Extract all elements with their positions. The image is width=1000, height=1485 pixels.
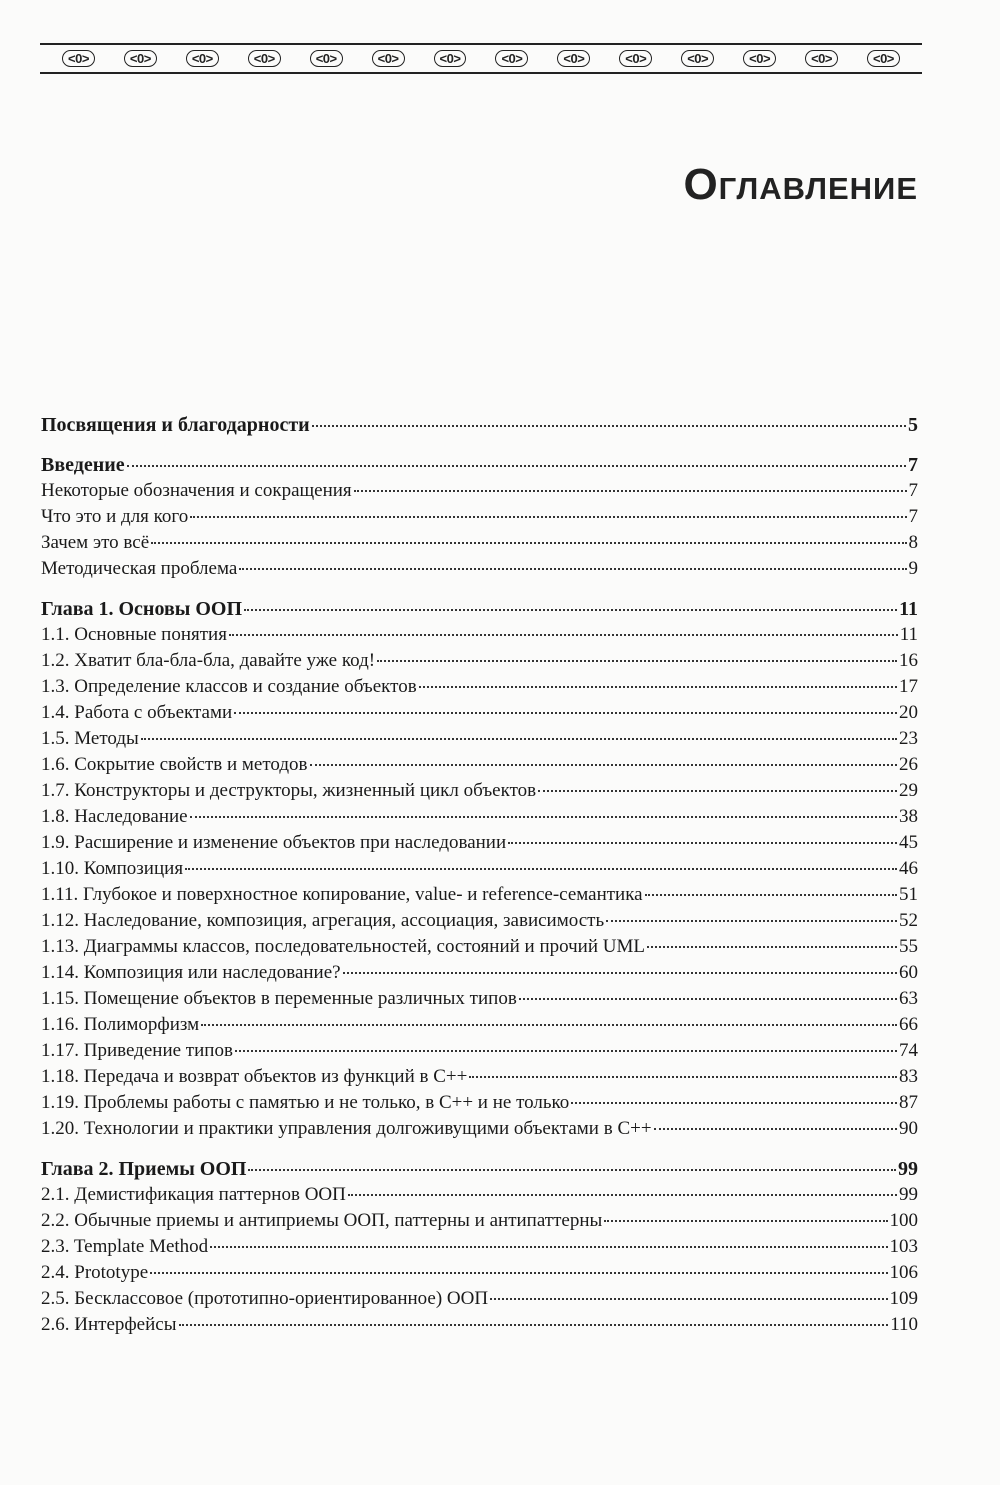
toc-entry-page: 66: [899, 1014, 918, 1035]
toc-entry-label: 1.4. Работа с объектами: [41, 702, 233, 723]
toc-entry-label: 1.15. Помещение объектов в переменные различных типов: [41, 988, 517, 1009]
toc-entry[interactable]: [41, 856, 918, 882]
toc-entry[interactable]: [41, 726, 918, 752]
dot-leader: [239, 568, 906, 570]
toc-entry[interactable]: [41, 1208, 918, 1234]
dot-leader: [229, 634, 898, 636]
toc-entry[interactable]: [41, 960, 918, 986]
toc-entry-label: Зачем это всё: [41, 532, 150, 553]
toc-entry-page: 8: [908, 532, 918, 553]
toc-entry-label: 1.13. Диаграммы классов, последовательностей, состояний и прочий UML: [41, 936, 645, 957]
toc-entry-label: 1.9. Расширение и изменение объектов при наследовании: [41, 832, 507, 853]
toc-entry-label: Введение: [41, 454, 125, 476]
toc-entry[interactable]: [41, 778, 918, 804]
toc-entry-label: Глава 2. Приемы ООП: [41, 1158, 247, 1180]
toc-entry-page: 45: [899, 832, 918, 853]
toc-entry-label: 1.2. Хватит бла-бла-бла, давайте уже код!: [41, 650, 376, 671]
dot-leader: [571, 1102, 897, 1104]
ornament-icon: <0>: [681, 50, 714, 67]
toc-entry[interactable]: [41, 1064, 918, 1090]
dot-leader: [348, 1194, 897, 1196]
table-of-contents: [41, 412, 918, 1352]
ornament-icon: <0>: [310, 50, 343, 67]
toc-entry-label: 1.10. Композиция: [41, 858, 184, 879]
toc-entry[interactable]: [41, 830, 918, 856]
toc-section: [41, 412, 918, 438]
dot-leader: [377, 660, 897, 662]
toc-entry[interactable]: [41, 1312, 918, 1338]
ornament-icon: <0>: [248, 50, 281, 67]
toc-entry-page: 109: [889, 1288, 918, 1309]
toc-entry-page: 87: [899, 1092, 918, 1113]
dot-leader: [538, 790, 897, 792]
toc-entry-page: 7: [908, 454, 918, 476]
toc-entry-label: 1.3. Определение классов и создание объектов: [41, 676, 417, 697]
toc-entry-label: 2.1. Демистификация паттернов ООП: [41, 1184, 346, 1205]
toc-entry-label: 1.17. Приведение типов: [41, 1040, 233, 1061]
toc-entry-label: 1.11. Глубокое и поверхностное копирование, value- и reference-семантика: [41, 884, 643, 905]
toc-entry[interactable]: [41, 1090, 918, 1116]
toc-entry[interactable]: [41, 1012, 918, 1038]
toc-entry-label: 1.7. Конструкторы и деструкторы, жизненный цикл объектов: [41, 780, 537, 801]
toc-entry[interactable]: [41, 1038, 918, 1064]
dot-leader: [343, 972, 897, 974]
dot-leader: [151, 542, 906, 544]
toc-entry[interactable]: [41, 674, 918, 700]
toc-entry[interactable]: [41, 530, 918, 556]
toc-entry-label: 1.5. Методы: [41, 728, 139, 749]
ornament-icon: <0>: [372, 50, 405, 67]
toc-entry[interactable]: [41, 700, 918, 726]
dot-leader: [201, 1024, 897, 1026]
toc-entry[interactable]: [41, 1286, 918, 1312]
toc-section: [41, 1156, 918, 1338]
toc-entry-page: 11: [899, 624, 918, 645]
toc-entry-label: 1.16. Полиморфизм: [41, 1014, 200, 1035]
toc-entry[interactable]: [41, 752, 918, 778]
dot-leader: [647, 946, 897, 948]
toc-entry-label: Что это и для кого: [41, 506, 189, 527]
toc-entry-page: 99: [898, 1158, 918, 1180]
toc-heading[interactable]: [41, 452, 918, 478]
dot-leader: [354, 490, 907, 492]
toc-entry[interactable]: [41, 1116, 918, 1142]
dot-leader: [310, 764, 898, 766]
toc-entry[interactable]: [41, 504, 918, 530]
toc-heading[interactable]: [41, 412, 918, 438]
dot-leader: [312, 425, 906, 427]
toc-entry-page: 38: [899, 806, 918, 827]
ornament-icon: <0>: [743, 50, 776, 67]
toc-entry[interactable]: [41, 908, 918, 934]
dot-leader: [604, 1220, 887, 1222]
toc-entry-label: Посвящения и благодарности: [41, 414, 310, 436]
dot-leader: [654, 1128, 897, 1130]
ornament-icon: <0>: [186, 50, 219, 67]
toc-entry-page: 16: [899, 650, 918, 671]
toc-entry[interactable]: [41, 1182, 918, 1208]
dot-leader: [490, 1298, 887, 1300]
dot-leader: [235, 1050, 897, 1052]
toc-entry-label: 2.5. Бесклассовое (прототипно-ориентированное) ООП: [41, 1288, 489, 1309]
toc-entry[interactable]: [41, 622, 918, 648]
toc-entry-page: 9: [908, 558, 918, 579]
toc-entry-label: Некоторые обозначения и сокращения: [41, 480, 352, 501]
toc-entry-label: 1.6. Сокрытие свойств и методов: [41, 754, 308, 775]
toc-entry-page: 11: [899, 598, 918, 620]
toc-entry[interactable]: [41, 648, 918, 674]
toc-entry-page: 7: [908, 506, 918, 527]
toc-entry-page: 20: [899, 702, 918, 723]
ornament-icon: <0>: [805, 50, 838, 67]
toc-heading[interactable]: [41, 596, 918, 622]
toc-entry-page: 29: [899, 780, 918, 801]
toc-entry-label: 1.14. Композиция или наследование?: [41, 962, 341, 983]
toc-entry-label: 1.12. Наследование, композиция, агрегация, ассоциация, зависимость: [41, 910, 605, 931]
toc-entry-page: 60: [899, 962, 918, 983]
toc-entry-page: 106: [889, 1262, 918, 1283]
dot-leader: [469, 1076, 897, 1078]
toc-entry-page: 17: [899, 676, 918, 697]
toc-heading[interactable]: [41, 1156, 918, 1182]
dot-leader: [190, 516, 906, 518]
toc-entry-page: 83: [899, 1066, 918, 1087]
dot-leader: [645, 894, 897, 896]
ornament-icon: <0>: [434, 50, 467, 67]
toc-entry[interactable]: [41, 986, 918, 1012]
toc-entry-page: 26: [899, 754, 918, 775]
toc-entry-page: 100: [889, 1210, 918, 1231]
toc-entry-label: 1.8. Наследование: [41, 806, 188, 827]
toc-entry[interactable]: [41, 934, 918, 960]
ornament-icon: <0>: [867, 50, 900, 67]
header-ornament-band: [40, 43, 922, 74]
dot-leader: [150, 1272, 887, 1274]
dot-leader: [234, 712, 897, 714]
toc-entry-page: 110: [890, 1314, 918, 1335]
dot-leader: [127, 465, 906, 467]
dot-leader: [210, 1246, 887, 1248]
dot-leader: [190, 816, 897, 818]
toc-entry-page: 55: [899, 936, 918, 957]
toc-entry-label: 2.4. Prototype: [41, 1262, 149, 1283]
toc-entry[interactable]: [41, 882, 918, 908]
dot-leader: [248, 1169, 896, 1171]
toc-entry[interactable]: [41, 1260, 918, 1286]
toc-entry-page: 52: [899, 910, 918, 931]
toc-entry-label: 1.20. Технологии и практики управления долгоживущими объектами в C++: [41, 1118, 652, 1139]
toc-entry-page: 74: [899, 1040, 918, 1061]
toc-entry-label: Глава 1. Основы ООП: [41, 598, 243, 620]
toc-entry-label: 2.3. Template Method: [41, 1236, 209, 1257]
dot-leader: [179, 1324, 889, 1326]
toc-entry[interactable]: [41, 556, 918, 582]
page-title: Оглавление: [683, 160, 918, 209]
ornament-icon: <0>: [62, 50, 95, 67]
toc-entry[interactable]: [41, 804, 918, 830]
dot-leader: [244, 609, 897, 611]
dot-leader: [185, 868, 897, 870]
ornament-icon: <0>: [124, 50, 157, 67]
toc-entry-label: 1.18. Передача и возврат объектов из функций в C++: [41, 1066, 468, 1087]
toc-entry-label: 2.2. Обычные приемы и антиприемы ООП, паттерны и антипаттерны: [41, 1210, 603, 1231]
toc-entry[interactable]: [41, 1234, 918, 1260]
dot-leader: [606, 920, 897, 922]
ornament-icon: <0>: [557, 50, 590, 67]
toc-entry-label: 2.6. Интерфейсы: [41, 1314, 177, 1335]
toc-entry-page: 7: [908, 480, 918, 501]
toc-entry-page: 46: [899, 858, 918, 879]
dot-leader: [519, 998, 897, 1000]
ornament-icon: <0>: [495, 50, 528, 67]
toc-entry-page: 63: [899, 988, 918, 1009]
toc-entry-page: 90: [899, 1118, 918, 1139]
toc-entry-page: 5: [908, 414, 918, 436]
dot-leader: [508, 842, 897, 844]
toc-section: [41, 452, 918, 582]
toc-entry-page: 51: [899, 884, 918, 905]
toc-entry-page: 99: [899, 1184, 918, 1205]
dot-leader: [419, 686, 897, 688]
toc-entry-label: Методическая проблема: [41, 558, 238, 579]
toc-entry-label: 1.1. Основные понятия: [41, 624, 227, 645]
ornament-icon: <0>: [619, 50, 652, 67]
toc-entry[interactable]: [41, 478, 918, 504]
toc-section: [41, 596, 918, 1142]
toc-entry-label: 1.19. Проблемы работы с памятью и не только, в C++ и не только: [41, 1092, 570, 1113]
toc-entry-page: 103: [889, 1236, 918, 1257]
toc-entry-page: 23: [899, 728, 918, 749]
dot-leader: [141, 738, 897, 740]
